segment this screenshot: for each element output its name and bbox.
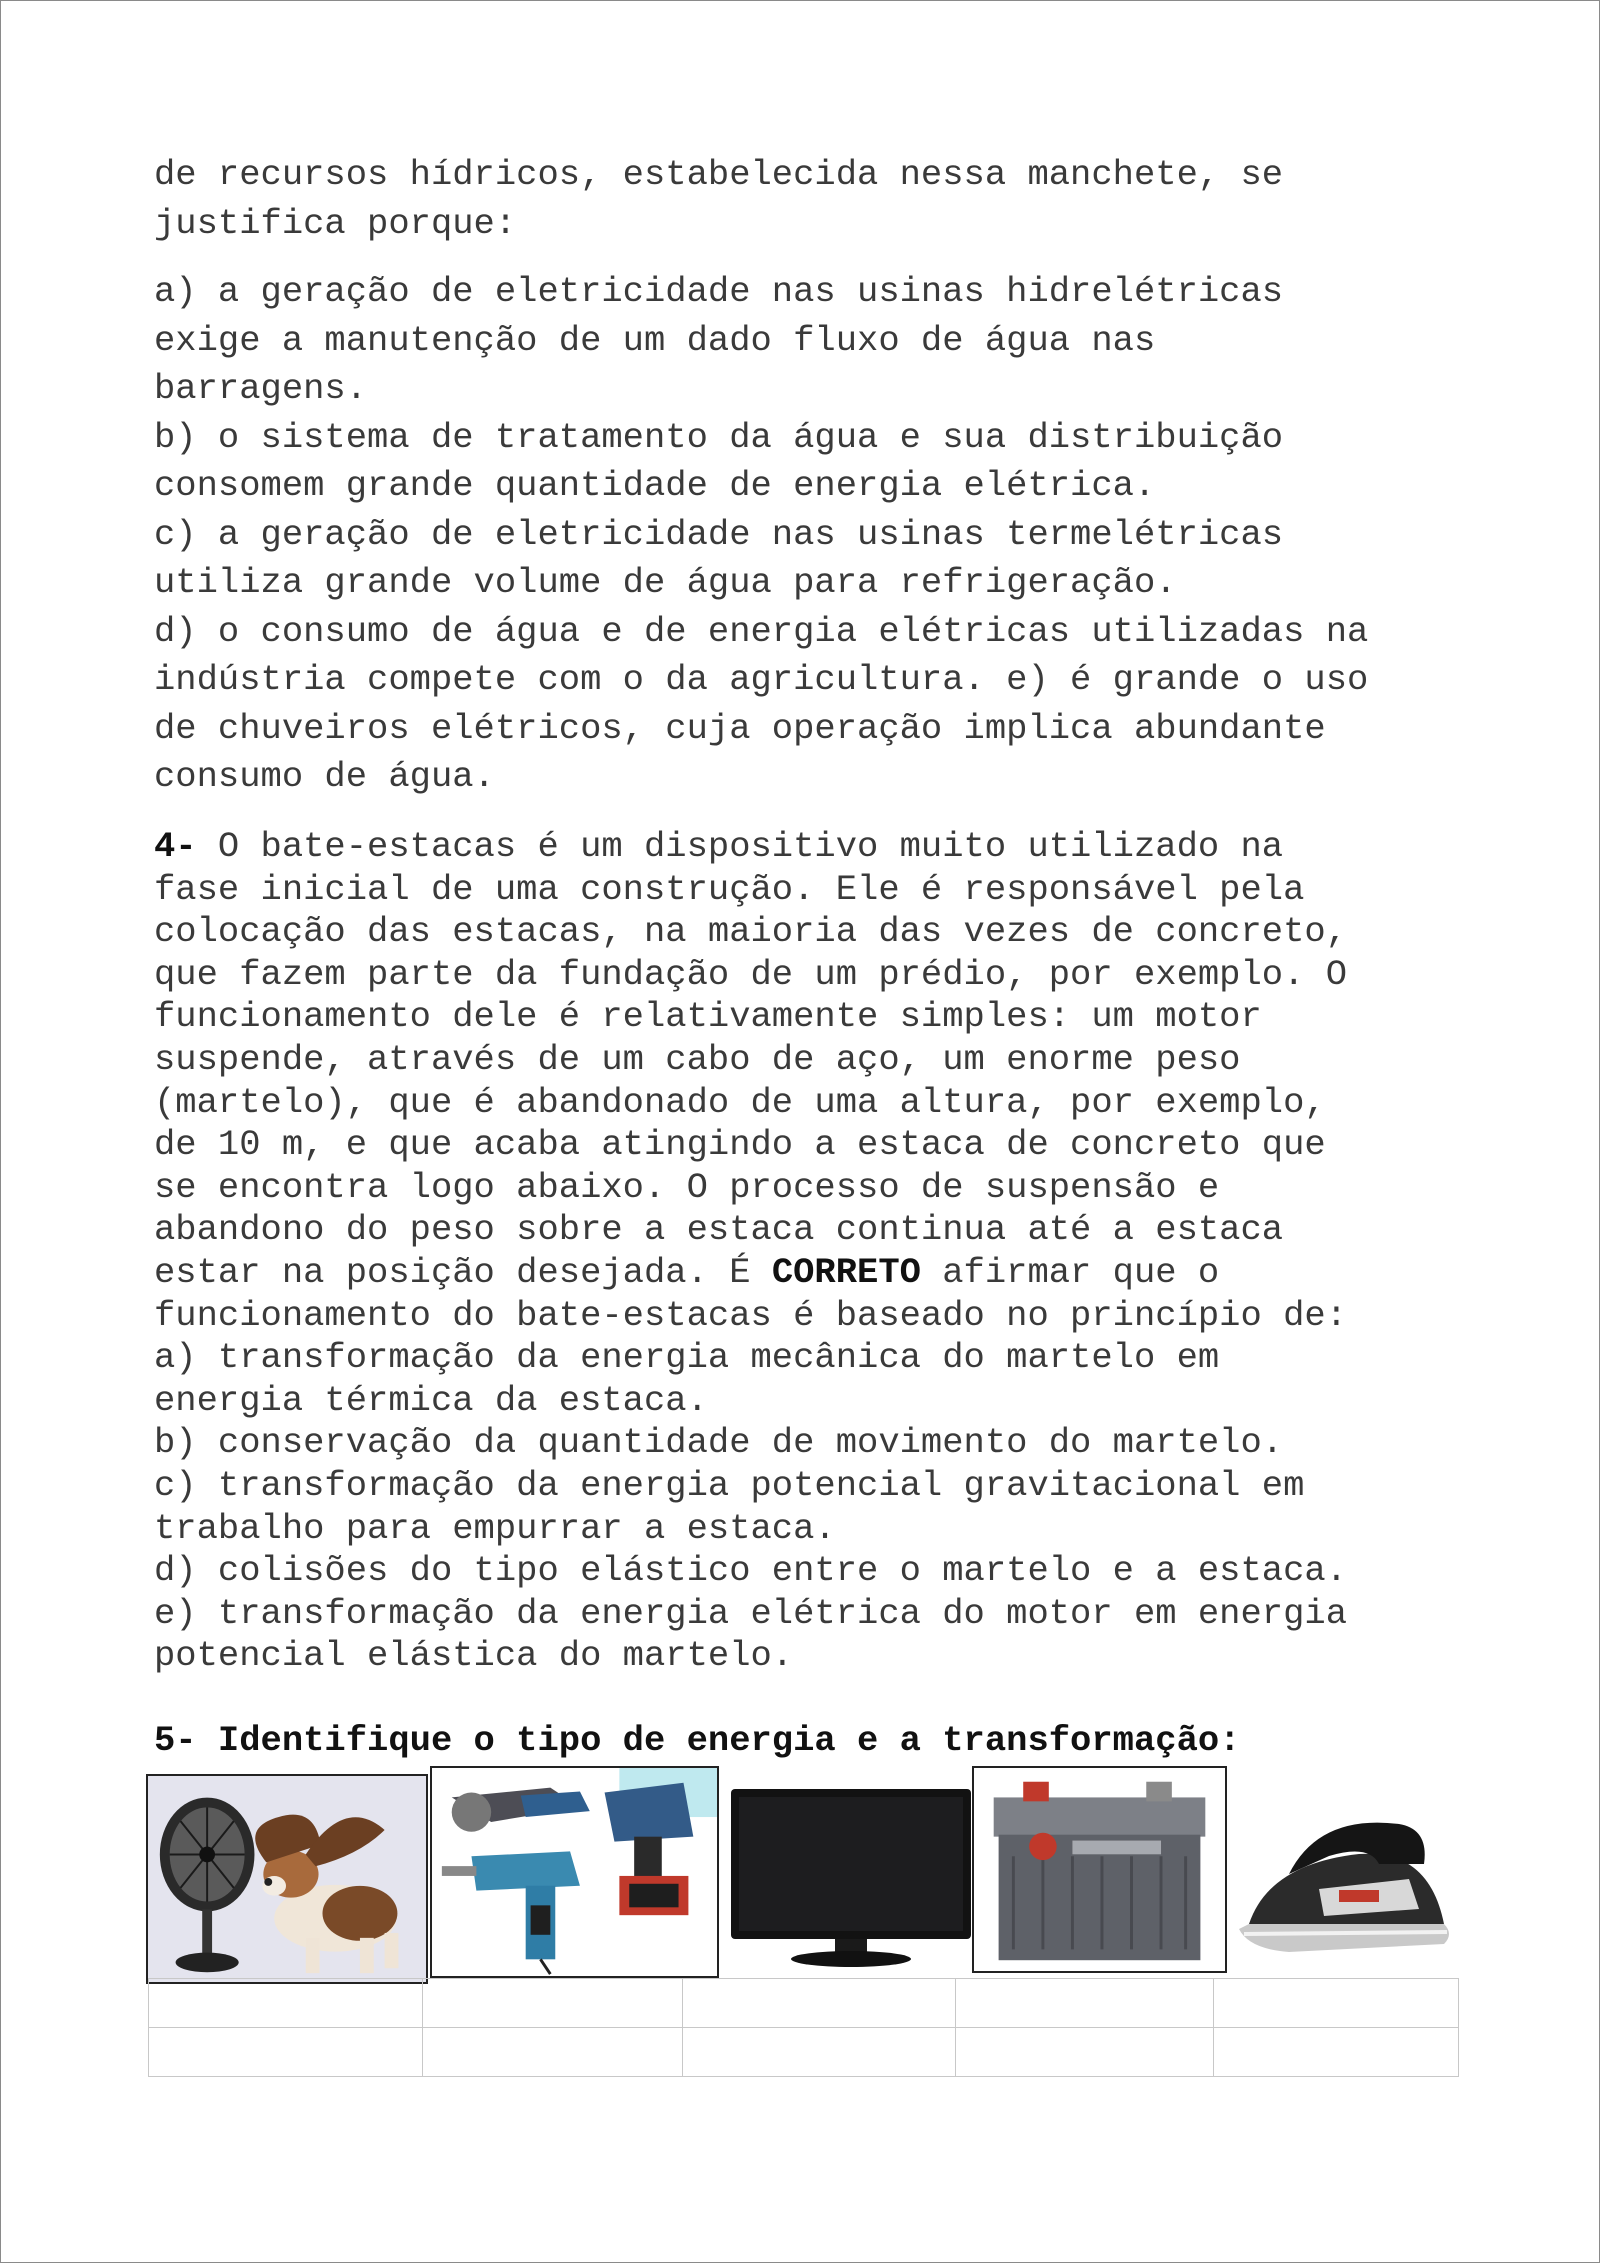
q3-option-line: a) a geração de eletricidade nas usinas hidrelétricas: [154, 271, 1284, 312]
q4-line: abandono do peso sobre a estaca continua até a estaca: [154, 1209, 1284, 1251]
electric-iron-photo: [1229, 1794, 1457, 1979]
q4-line: suspende, através de um cabo de aço, um enorme peso: [154, 1038, 1241, 1080]
q4-option-line: d) colisões do tipo elástico entre o martelo e a estaca.: [154, 1550, 1347, 1592]
answer-cell[interactable]: [682, 1979, 956, 2028]
q4-line: colocação das estacas, na maioria das vezes de concreto,: [154, 911, 1347, 953]
q3-option-line: de chuveiros elétricos, cuja operação implica abundante: [154, 707, 1326, 749]
q4-line: funcionamento do bate-estacas é baseado no princípio de:: [154, 1294, 1347, 1336]
q4-option-line: e) transformação da energia elétrica do motor em energia: [154, 1592, 1347, 1634]
q4-pre-bold: estar na posição desejada. É: [154, 1251, 772, 1293]
q4-line: que fazem parte da fundação de um prédio, por exemplo. O: [154, 953, 1347, 995]
q3-line: justifica porque:: [154, 202, 517, 244]
car-battery-photo: [972, 1766, 1227, 1973]
table-row: [149, 2028, 1459, 2077]
q3-option-line: consumo de água.: [154, 756, 495, 797]
answer-cell[interactable]: [1214, 2028, 1459, 2077]
answer-cell[interactable]: [1214, 1979, 1459, 2028]
q3-option-line: utiliza grande volume de água para refrigeração.: [154, 562, 1177, 603]
question-3-section: [154, 151, 1454, 802]
q5-heading: 5- Identifique o tipo de energia e a transformação:: [154, 1720, 1241, 1761]
television-photo: [727, 1785, 975, 1971]
q4-first-line: [154, 826, 1454, 869]
q3-option-line: exige a manutenção de um dado fluxo de água nas: [154, 319, 1156, 361]
q4-first-line-text: O bate-estacas é um dispositivo muito utilizado na: [196, 826, 1284, 867]
question-4-section: [154, 826, 1454, 1678]
q4-bold-word: CORRETO: [771, 1251, 921, 1293]
q3-option-line: d) o consumo de água e de energia elétricas utilizadas na: [154, 610, 1369, 652]
q4-option-line: c) transformação da energia potencial gravitacional em: [154, 1464, 1305, 1506]
q4-line: se encontra logo abaixo. O processo de suspensão e: [154, 1166, 1220, 1208]
q4-option-line: potencial elástica do martelo.: [154, 1635, 794, 1677]
answer-cell[interactable]: [149, 2028, 423, 2077]
answer-cell[interactable]: [956, 1979, 1214, 2028]
q4-number: 4-: [154, 826, 197, 867]
q3-option-line: barragens.: [154, 368, 368, 409]
q4-option-line: energia térmica da estaca.: [154, 1379, 708, 1421]
answer-table: [148, 1978, 1459, 2077]
q3-option-line: b) o sistema de tratamento da água e sua distribuição: [154, 416, 1284, 458]
q4-option-line: a) transformação da energia mecânica do martelo em: [154, 1337, 1220, 1379]
q4-line: funcionamento dele é relativamente simples: um motor: [154, 996, 1262, 1038]
fan-and-dog-photo: [146, 1774, 428, 1984]
q4-line: de 10 m, e que acaba atingindo a estaca de concreto que: [154, 1124, 1326, 1166]
q4-option-line: trabalho para empurrar a estaca.: [154, 1507, 836, 1549]
q4-option-line: b) conservação da quantidade de movimento do martelo.: [154, 1422, 1284, 1464]
table-row: [149, 1979, 1459, 2028]
answer-cell[interactable]: [682, 2028, 956, 2077]
q4-bold-line: [154, 1252, 1454, 1295]
answer-cell[interactable]: [422, 1979, 682, 2028]
q4-line: (martelo), que é abandonado de uma altura, por exemplo,: [154, 1081, 1326, 1123]
answer-cell[interactable]: [149, 1979, 423, 2028]
answer-cell[interactable]: [956, 2028, 1214, 2077]
q3-option-line: consomem grande quantidade de energia elétrica.: [154, 465, 1156, 506]
q4-post-bold: afirmar que o: [920, 1251, 1220, 1293]
q4-line: fase inicial de uma construção. Ele é responsável pela: [154, 868, 1305, 910]
q3-line: de recursos hídricos, estabelecida nessa manchete, se: [154, 154, 1284, 195]
q3-option-line: indústria compete com o da agricultura. e) é grande o uso: [154, 659, 1369, 700]
question-5-section: [154, 1718, 1454, 1764]
q3-option-line: c) a geração de eletricidade nas usinas termelétricas: [154, 513, 1284, 555]
answer-cell[interactable]: [422, 2028, 682, 2077]
power-tools-photo: [430, 1766, 719, 1978]
